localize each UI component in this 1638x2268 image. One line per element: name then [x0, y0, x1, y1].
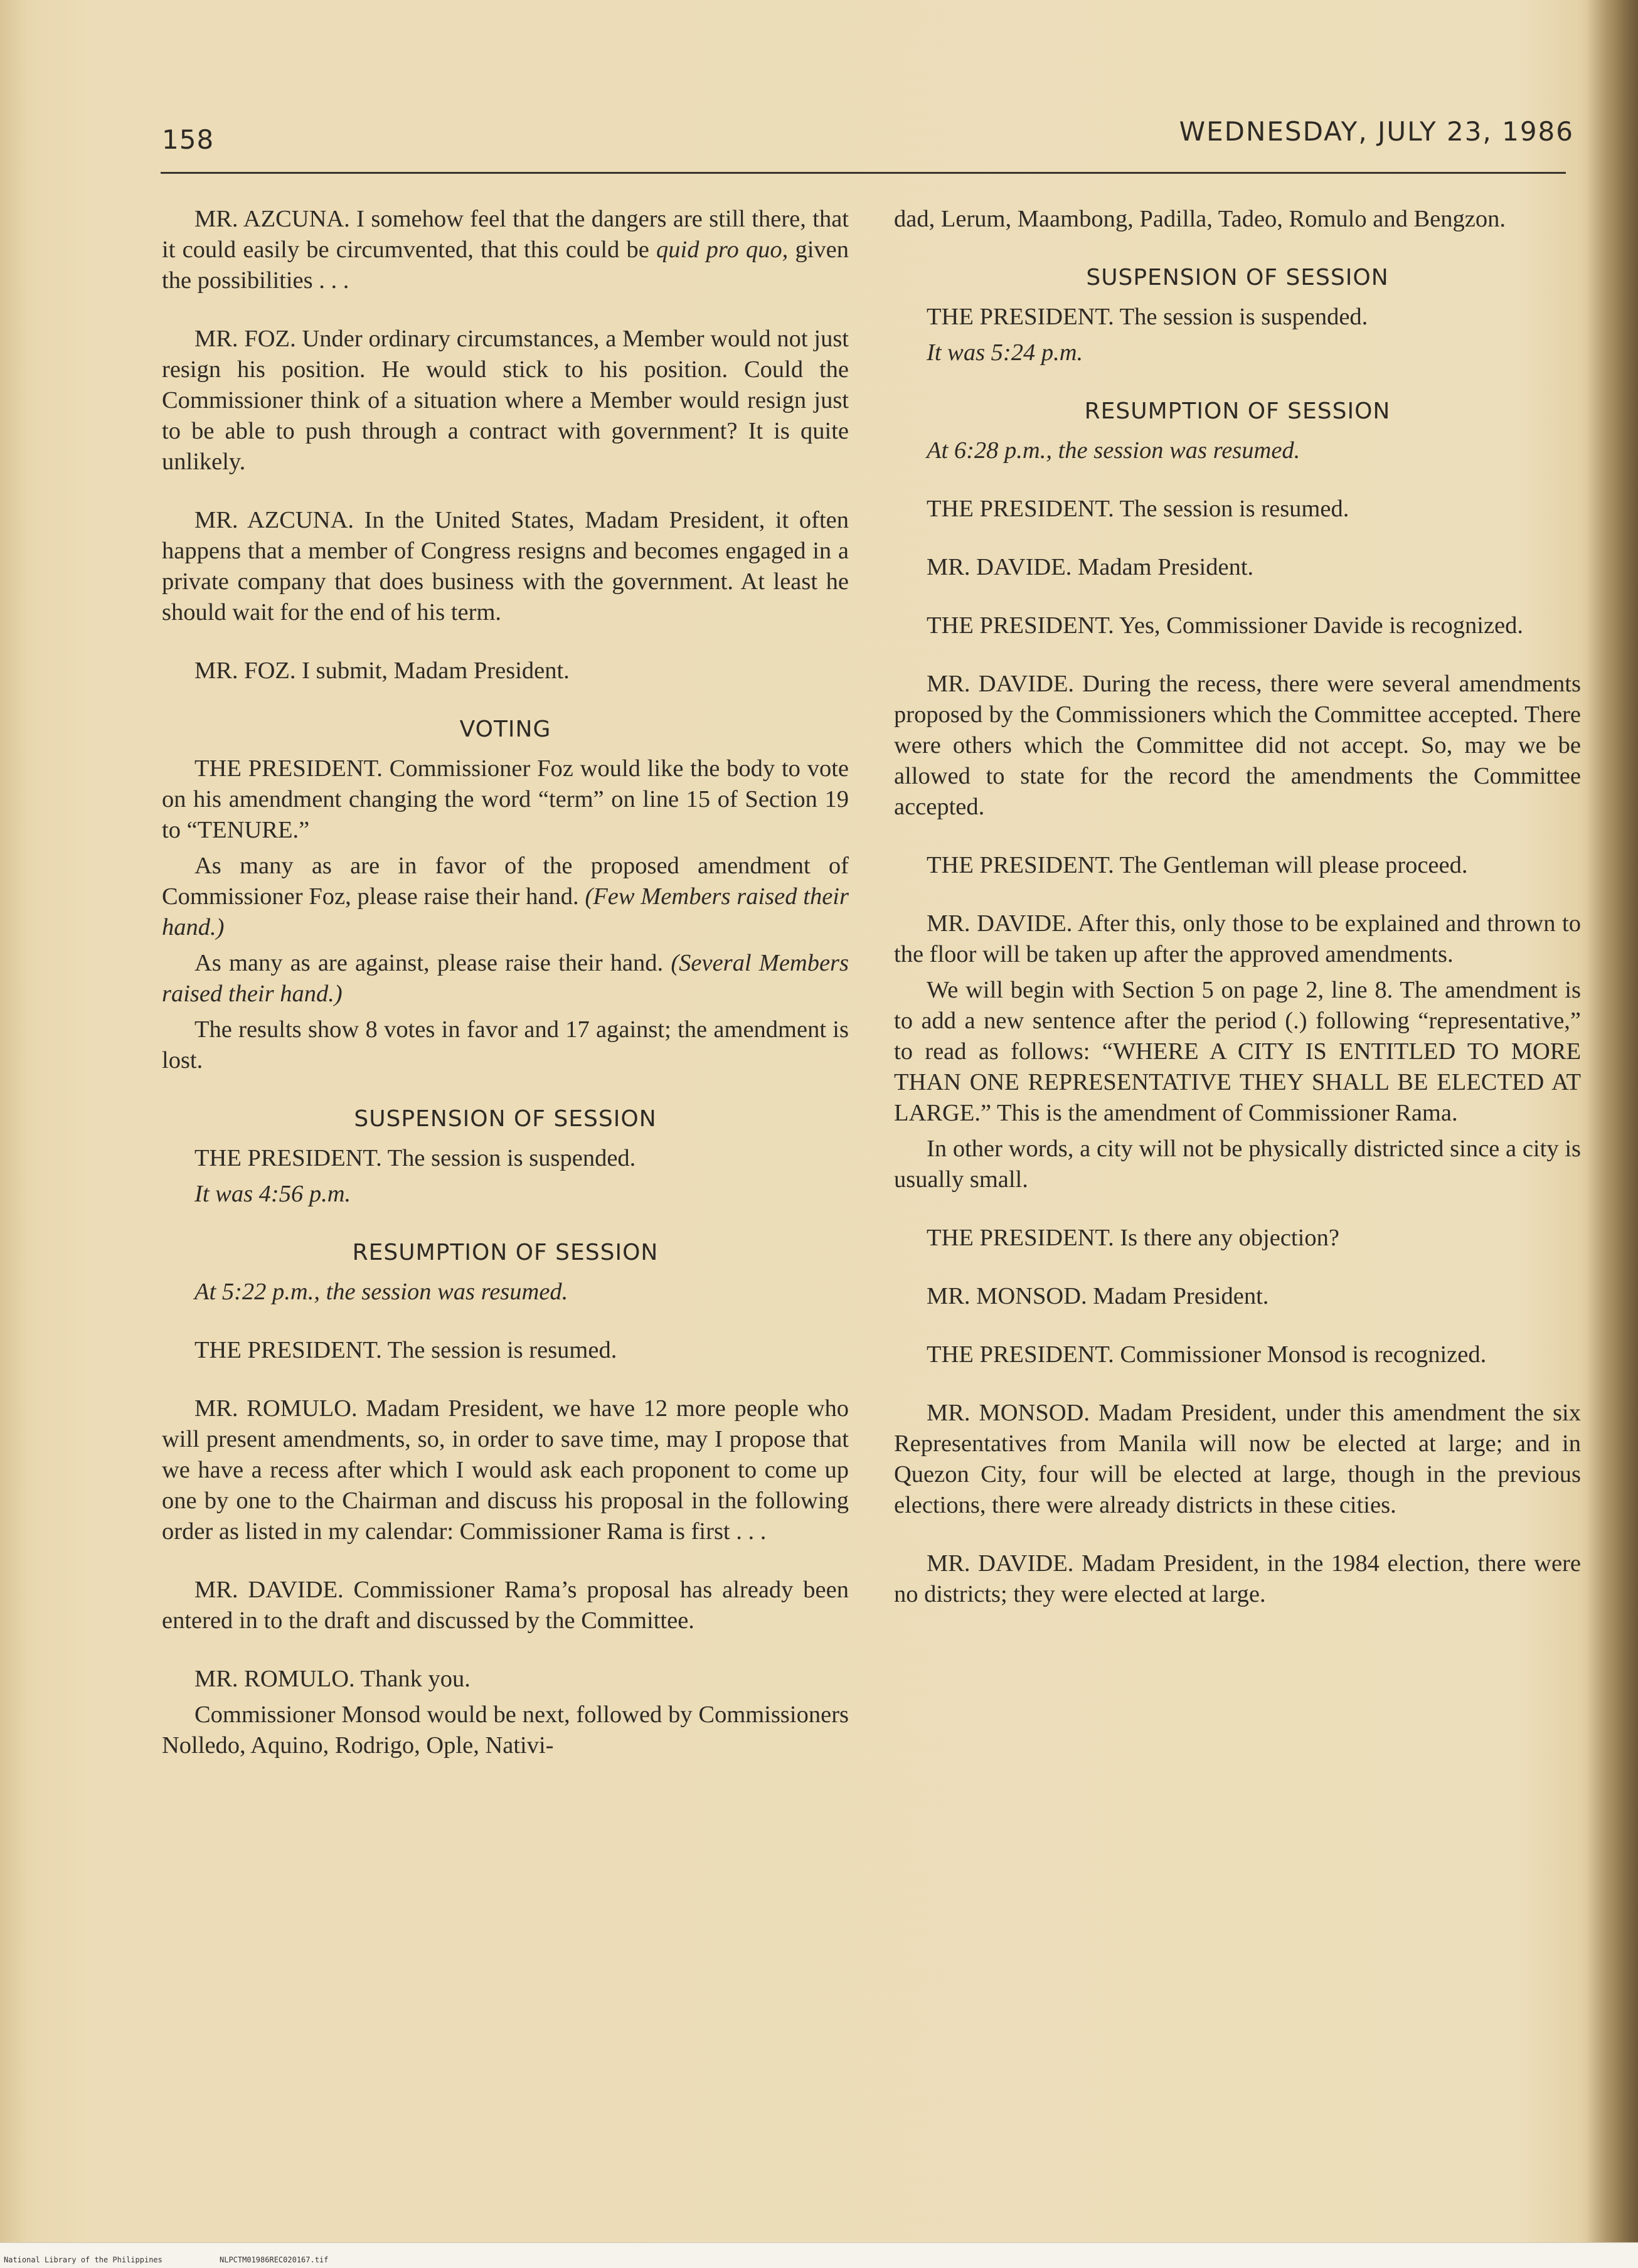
binding-shadow [1582, 0, 1638, 2268]
paragraph-foz-2: MR. FOZ. I submit, Madam President. [194, 658, 570, 684]
paragraph-suspended: THE PRESIDENT. The session is suspended. [927, 304, 1368, 330]
section-heading-suspension: SUSPENSION OF SESSION [1086, 265, 1389, 290]
header-rule [161, 172, 1566, 174]
paragraph-section-5: We will begin with Section 5 on page 2, line 8. The amendment is to add a new sentence after the period (.) following “representative,” to read as follows: “WHERE A CITY IS ENTITLED TO MORE THAN ONE REPRESENTATIVE THEY SHALL BE ELECTED AT LARGE.” This is the amendment of Commissioner Rama. [894, 977, 1581, 1126]
paragraph-foz-1: MR. FOZ. Under ordinary circumstances, a Member would not just resign his position. He would stick to his position. Could the Commissioner think of a situation where a Member would resign just to be able to push through a contract with government? It is quite unlikely. [162, 326, 849, 475]
paragraph-in-favor [162, 851, 849, 943]
paragraph-objection: THE PRESIDENT. Is there any objection? [927, 1225, 1339, 1251]
paragraph-in-other-words: In other words, a city will not be physically districted since a city is usually small. [894, 1136, 1581, 1193]
time-note: It was 5:24 p.m. [927, 339, 1083, 366]
right-column [894, 204, 1581, 1615]
paragraph-president-proceed: THE PRESIDENT. The Gentleman will please proceed. [927, 852, 1468, 878]
paragraph-davide-1: MR. DAVIDE. Commissioner Rama’s proposal has already been entered in to the draft and discussed by the Committee. [162, 1577, 849, 1634]
running-header-date: WEDNESDAY, JULY 23, 1986 [1179, 116, 1574, 147]
paragraph-resumed: THE PRESIDENT. The session is resumed. [927, 496, 1349, 522]
paragraph-romulo-2: MR. ROMULO. Thank you. [194, 1666, 471, 1692]
section-heading-voting: VOTING [459, 716, 551, 742]
paragraph-results: The results show 8 votes in favor and 17 against; the amendment is lost. [162, 1016, 849, 1073]
italic-phrase: quid pro quo, [656, 237, 789, 263]
paragraph-text: As many as are against, please raise their hand. [194, 950, 671, 976]
section-heading-resumption: RESUMPTION OF SESSION [1084, 398, 1391, 424]
paragraph-text: As many as are in favor of the proposed amendment of Commissioner Foz, please raise their hand. [162, 853, 849, 910]
page-number: 158 [162, 124, 215, 155]
paragraph-azcuna-2: MR. AZCUNA. In the United States, Madam President, it often happens that a member of Congress resigns and becomes engaged in a private company that does business with the government. At least he should wait for the end of his term. [162, 507, 849, 626]
time-note: It was 4:56 p.m. [194, 1181, 351, 1207]
paragraph-text: given the possibilities . . . [162, 237, 849, 294]
section-heading-resumption: RESUMPTION OF SESSION [352, 1240, 659, 1265]
left-column [162, 204, 849, 1766]
paragraph-monsod-1: MR. MONSOD. Madam President. [927, 1283, 1269, 1309]
footer-library-name: National Library of the Philippines [4, 2255, 162, 2264]
paragraph-president-monsod: THE PRESIDENT. Commissioner Monsod is recognized. [927, 1341, 1487, 1368]
section-heading-suspension: SUSPENSION OF SESSION [354, 1106, 657, 1132]
stage-direction: (Several Members raised their hand.) [162, 950, 849, 1007]
paragraph-president-recognizes: THE PRESIDENT. Yes, Commissioner Davide is recognized. [927, 612, 1523, 639]
footer-file-name: NLPCTM01986REC020167.tif [220, 2255, 329, 2264]
paragraph-monsod-2: MR. MONSOD. Madam President, under this amendment the six Representatives from Manila will now be elected at large; and in Quezon City, four will be elected at large, though in the previous elections, there were already districts in these cities. [894, 1400, 1581, 1518]
time-note: At 5:22 p.m., the session was resumed. [194, 1279, 568, 1305]
paragraph-continued: dad, Lerum, Maambong, Padilla, Tadeo, Romulo and Bengzon. [894, 206, 1506, 232]
stage-direction: (Few Members raised their hand.) [162, 883, 849, 940]
paragraph-azcuna-1 [162, 204, 849, 296]
time-note: At 6:28 p.m., the session was resumed. [927, 437, 1300, 464]
paragraph-davide-2: MR. DAVIDE. During the recess, there were several amendments proposed by the Commissioners which the Committee accepted. There were others which the Committee did not accept. So, may we be allowed to state for the record the amendments the Committee accepted. [894, 671, 1581, 820]
paragraph-resumed: THE PRESIDENT. The session is resumed. [194, 1337, 617, 1363]
paragraph-against [162, 948, 849, 1009]
paragraph-text: MR. AZCUNA. I somehow feel that the dangers are still there, that it could easily be circumvented, that this could be [162, 206, 849, 263]
paragraph-suspended: THE PRESIDENT. The session is suspended. [194, 1145, 636, 1171]
paragraph-romulo-3: Commissioner Monsod would be next, followed by Commissioners Nolledo, Aquino, Rodrigo, Ople, Nativi- [162, 1701, 849, 1759]
paragraph-davide-1: MR. DAVIDE. Madam President. [927, 554, 1254, 580]
paragraph-davide-4: MR. DAVIDE. Madam President, in the 1984 election, there were no districts; they were elected at large. [894, 1550, 1581, 1607]
paragraph-president-vote: THE PRESIDENT. Commissioner Foz would like the body to vote on his amendment changing the word “term” on line 15 of Section 19 to “TENURE.” [162, 755, 849, 843]
paragraph-romulo-1: MR. ROMULO. Madam President, we have 12 more people who will present amendments, so, in order to save time, may I propose that we have a recess after which I would ask each proponent to come up one by one to the Chairman and discuss his proposal in the following order as listed in my calendar: Commissioner Rama is first . . . [162, 1395, 849, 1545]
paragraph-davide-3: MR. DAVIDE. After this, only those to be explained and thrown to the floor will be taken up after the approved amendments. [894, 910, 1581, 967]
scan-footer [0, 2242, 1638, 2268]
